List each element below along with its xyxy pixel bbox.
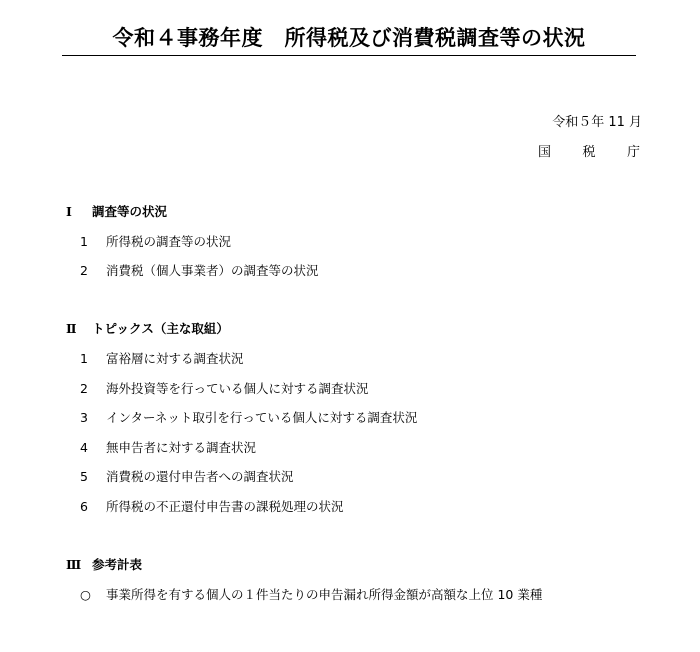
section-number: Ⅰ xyxy=(66,204,72,219)
item-number: 4 xyxy=(80,440,88,455)
toc-item xyxy=(80,380,369,398)
title-underline xyxy=(62,55,636,56)
page-title: 令和４事務年度 所得税及び消費税調査等の状況 xyxy=(112,26,586,50)
item-number: 5 xyxy=(80,469,88,484)
toc-item xyxy=(80,468,294,486)
toc-item xyxy=(80,498,344,516)
toc-item xyxy=(80,586,542,604)
agency-char: 国 xyxy=(538,145,552,160)
section-heading-3 xyxy=(66,556,142,574)
section-heading-1 xyxy=(66,203,167,221)
toc-item xyxy=(80,262,319,280)
item-bullet: ○ xyxy=(80,587,91,602)
toc-item xyxy=(80,233,231,251)
issue-date: 令和５年 11 月 xyxy=(552,115,642,130)
item-number: 1 xyxy=(80,351,88,366)
item-text: 消費税（個人事業者）の調査等の状況 xyxy=(106,263,319,278)
section-number: Ⅲ xyxy=(66,557,82,572)
item-text: 海外投資等を行っている個人に対する調査状況 xyxy=(106,381,369,396)
item-number: 2 xyxy=(80,381,88,396)
item-text: 無申告者に対する調査状況 xyxy=(106,440,257,455)
item-text: 事業所得を有する個人の１件当たりの申告漏れ所得金額が高額な上位 10 業種 xyxy=(106,587,543,602)
toc-item xyxy=(80,439,256,457)
item-number: 1 xyxy=(80,234,88,249)
agency-char: 庁 xyxy=(626,145,640,160)
toc-item xyxy=(80,350,244,368)
item-number: 6 xyxy=(80,499,88,514)
section-title: 調査等の状況 xyxy=(92,204,168,219)
section-title: トピックス（主な取組） xyxy=(92,321,229,336)
item-text: 消費税の還付申告者への調査状況 xyxy=(106,469,294,484)
item-number: 3 xyxy=(80,410,88,425)
issuing-agency xyxy=(538,144,640,162)
agency-char: 税 xyxy=(582,145,596,160)
item-text: 所得税の不正還付申告書の課税処理の状況 xyxy=(106,499,344,514)
section-number: Ⅱ xyxy=(66,321,77,336)
item-number: 2 xyxy=(80,263,88,278)
item-text: 所得税の調査等の状況 xyxy=(106,234,232,249)
item-text: 富裕層に対する調査状況 xyxy=(106,351,244,366)
section-heading-2 xyxy=(66,320,229,338)
section-title: 参考計表 xyxy=(92,557,143,572)
toc-item xyxy=(80,409,417,427)
item-text: インターネット取引を行っている個人に対する調査状況 xyxy=(106,410,418,425)
